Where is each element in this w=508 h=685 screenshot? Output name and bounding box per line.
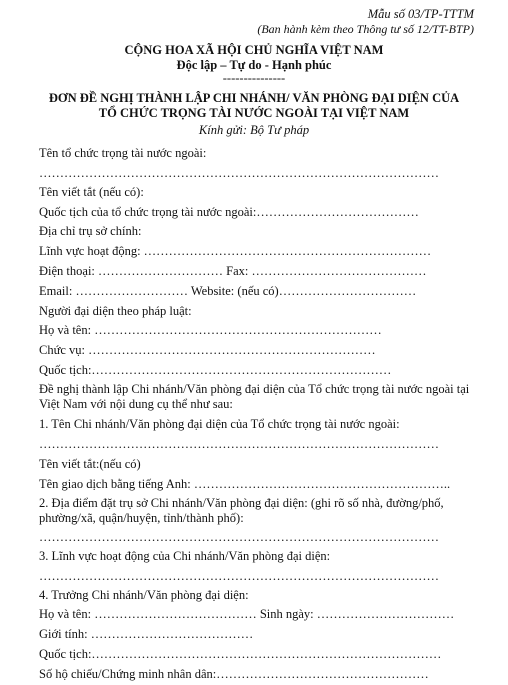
title-line-1: ĐƠN ĐỀ NGHỊ THÀNH LẬP CHI NHÁNH/ VĂN PHÒNG ĐẠI DIỆN CỦA [48,91,460,105]
section-1-abbr: Tên viết tắt:(nếu có) [39,457,141,471]
section-4-nationality: Quốc tịch:………………………………………………………………………… [39,647,442,661]
section-3-title: 3. Lĩnh vực hoạt động của Chi nhánh/Văn phòng đại diện: [39,549,331,563]
proposal-line-1: Đề nghị thành lập Chi nhánh/Văn phòng đại diện của Tổ chức trọng tài nước ngoài tại [39,382,470,396]
section-3-dots: …………………………………………………………………………………… [39,569,439,583]
org-name-label: Tên tổ chức trọng tài nước ngoài: [39,146,207,160]
section-2-line-1: 2. Địa điểm đặt trụ sở Chi nhánh/Văn phòng đại diện: (ghi rõ số nhà, đường/phố, [39,496,444,510]
phone-fax-field: Điện thoại: ………………………… Fax: …………………………………… [39,264,427,278]
section-1-dots: …………………………………………………………………………………… [39,437,439,451]
country-name: CỘNG HOA XÃ HỘI CHỦ NGHĨA VIỆT NAM [124,43,384,57]
proposal-line-2: Việt Nam với nội dung cụ thể như sau: [39,397,233,411]
form-number: Mẫu số 03/TP-TTTM [367,7,474,21]
nationality-field: Quốc tịch của tổ chức trọng tài nước ngoài:………………………………… [39,205,419,219]
section-4-title: 4. Trưởng Chi nhánh/Văn phòng đại diện: [39,588,249,602]
legal-rep-label: Người đại diện theo pháp luật: [39,304,192,318]
section-1-title: 1. Tên Chi nhánh/Văn phòng đại diện của Tổ chức trọng tài nước ngoài: [39,417,400,431]
rep-name-field: Họ và tên: …………………………………………………………… [39,323,382,337]
header-separator: --------------- [222,71,286,85]
abbr-name-label: Tên viết tắt (nếu có): [39,185,144,199]
section-4-gender: Giới tính: ………………………………… [39,627,254,641]
title-line-2: TỔ CHỨC TRỌNG TÀI NƯỚC NGOÀI TẠI VIỆT NAM [98,106,410,120]
field-of-operation: Lĩnh vực hoạt động: …………………………………………………………… [39,244,432,258]
recipient: Kính gửi: Bộ Tư pháp [198,123,310,137]
section-1-english-name: Tên giao dịch bằng tiếng Anh: …………………………………………………….. [39,477,451,491]
section-2-line-2: phường/xã, quận/huyện, tỉnh/thành phố): [39,511,244,525]
issued-note: (Ban hành kèm theo Thông tư số 12/TT-BTP) [257,22,474,36]
section-4-passport: Số hộ chiếu/Chứng minh nhân dân:…………………………………………… [39,667,429,681]
section-4-name-dob: Họ và tên: ………………………………… Sinh ngày: …………………………… [39,607,455,621]
org-name-dots: …………………………………………………………………………………… [39,166,439,180]
national-motto: Độc lập – Tự do - Hạnh phúc [176,58,332,72]
hq-address-label: Địa chỉ trụ sở chính: [39,224,142,238]
rep-nationality-field: Quốc tịch:……………………………………………………………… [39,363,392,377]
email-website-field: Email: ……………………… Website: (nếu có)…………………………… [39,284,417,298]
section-2-dots: …………………………………………………………………………………… [39,530,439,544]
rep-position-field: Chức vụ: …………………………………………………………… [39,343,376,357]
